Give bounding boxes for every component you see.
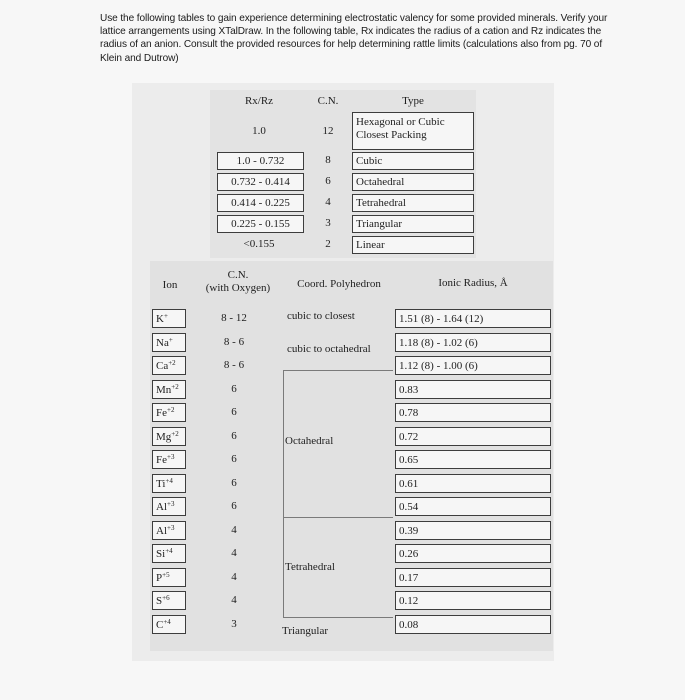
radius-cell: 0.17 xyxy=(395,568,551,587)
ion-charge: +4 xyxy=(163,617,171,626)
radius-cell: 0.83 xyxy=(395,380,551,399)
cn-cell: 4 xyxy=(231,523,237,536)
ion-cell xyxy=(152,474,186,493)
cn-cell: 6 xyxy=(231,476,237,489)
cn-header-line-2: (with Oxygen) xyxy=(205,282,271,294)
ratio-cell: <0.155 xyxy=(243,238,275,250)
ion-charge: +3 xyxy=(167,500,175,508)
polyhedron-cubic-closest: cubic to closest xyxy=(287,310,355,322)
cn-cell: 8 xyxy=(325,154,331,166)
type-cell: Triangular xyxy=(352,215,474,233)
cn-cell: 3 xyxy=(325,217,331,229)
cn-cell: 12 xyxy=(322,125,334,137)
ion-charge: +2 xyxy=(167,406,175,414)
ion-symbol: Na xyxy=(156,336,169,349)
cn-cell: 8 - 6 xyxy=(223,359,245,371)
ion-symbol: C xyxy=(156,618,164,631)
ratio-cell: 0.732 - 0.414 xyxy=(217,173,304,191)
ion-symbol: Al xyxy=(156,501,167,513)
radius-cell: 1.18 (8) - 1.02 (6) xyxy=(395,333,551,352)
cn-header-line-1: C.N. xyxy=(227,269,249,281)
polyhedron-header: Coord. Polyhedron xyxy=(297,278,381,290)
cn-cell: 6 xyxy=(231,382,237,395)
instructions-text: Use the following tables to gain experience determining electrostatic valency for some provided minerals. Verify your lattice arrangements using XTalDraw. In the following table, Rx indicates the radius of a cation and Rz indicates the radius of an anion. Consult the provided resources for help determining rattle limits (calculations also from pg. 70 of Klein and Dutrow) xyxy=(100,13,608,64)
radius-cell: 0.39 xyxy=(395,521,551,540)
cn-cell: 6 xyxy=(231,429,237,442)
group-divider xyxy=(283,370,393,371)
ion-symbol: P xyxy=(156,571,163,584)
ion-header: Ion xyxy=(162,279,178,291)
ratio-header: Rx/Rz xyxy=(244,95,274,107)
cn-cell: 8 - 12 xyxy=(221,312,247,324)
ion-symbol: Si xyxy=(156,548,166,560)
ion-cell xyxy=(152,356,186,375)
group-divider xyxy=(283,517,393,518)
ion-cell xyxy=(152,521,186,540)
polyhedron-tetrahedral: Tetrahedral xyxy=(285,561,335,573)
radius-cell: 0.12 xyxy=(395,591,551,610)
ratio-cell: 1.0 xyxy=(252,125,266,137)
ion-symbol: Mg xyxy=(156,430,172,443)
ion-charge: + xyxy=(163,312,168,320)
ion-symbol: Ti xyxy=(156,477,166,490)
ion-symbol: Al xyxy=(156,524,167,537)
ion-cell xyxy=(152,450,186,469)
ion-cell xyxy=(152,568,186,587)
radius-cell: 0.54 xyxy=(395,497,551,516)
cn-cell: 2 xyxy=(325,238,331,250)
ion-charge: +3 xyxy=(167,453,175,461)
group-divider xyxy=(283,370,284,618)
ratio-cell: 0.414 - 0.225 xyxy=(217,194,304,212)
radius-cell: 0.72 xyxy=(395,427,551,446)
radius-cell: 0.08 xyxy=(395,615,551,634)
ion-charge: +4 xyxy=(165,476,173,485)
ion-symbol: K xyxy=(156,313,164,325)
ion-cell xyxy=(152,309,186,328)
cn-cell: 4 xyxy=(231,570,237,583)
ion-symbol: Fe xyxy=(156,454,167,466)
ion-charge: +4 xyxy=(165,547,173,555)
radius-cell: 1.12 (8) - 1.00 (6) xyxy=(395,356,551,375)
ion-charge: +5 xyxy=(162,570,170,579)
type-cell: Tetrahedral xyxy=(352,194,474,212)
type-cell-closest-packing xyxy=(352,112,474,150)
radius-cell: 0.26 xyxy=(395,544,551,563)
ion-cell xyxy=(152,544,186,563)
ion-cell xyxy=(152,403,186,422)
cn-cell: 6 xyxy=(231,453,237,465)
radius-header: Ionic Radius, Å xyxy=(438,277,508,289)
polyhedron-octahedral: Octahedral xyxy=(285,435,334,447)
ion-symbol: Ca xyxy=(156,360,169,372)
type-line-1: Hexagonal or Cubic xyxy=(356,116,445,128)
type-cell: Cubic xyxy=(352,152,474,170)
ratio-cell: 1.0 - 0.732 xyxy=(217,152,304,170)
cn-cell: 6 xyxy=(231,406,237,418)
ion-symbol: Mn xyxy=(156,383,172,396)
radius-cell: 0.65 xyxy=(395,450,551,469)
cn-cell: 3 xyxy=(231,617,237,630)
polyhedron-cubic-octahedral: cubic to octahedral xyxy=(287,343,371,355)
type-line-2: Closest Packing xyxy=(356,129,427,141)
cn-cell: 8 - 6 xyxy=(223,335,245,348)
cn-oxygen-header xyxy=(195,269,281,295)
ion-cell xyxy=(152,333,186,352)
radius-cell: 0.61 xyxy=(395,474,551,493)
cn-header: C.N. xyxy=(317,95,339,107)
type-cell: Linear xyxy=(352,236,474,254)
ion-cell xyxy=(152,591,186,610)
ratio-cell: 0.225 - 0.155 xyxy=(217,215,304,233)
type-header: Type xyxy=(402,95,424,107)
ion-charge: +2 xyxy=(171,429,179,438)
ion-cell xyxy=(152,380,186,399)
radius-cell: 1.51 (8) - 1.64 (12) xyxy=(395,309,551,328)
group-divider xyxy=(283,617,393,618)
cn-cell: 4 xyxy=(231,594,237,606)
ion-symbol: S xyxy=(156,595,163,607)
ion-cell xyxy=(152,615,186,634)
cn-cell: 6 xyxy=(231,500,237,512)
ion-cell xyxy=(152,427,186,446)
ion-charge: +2 xyxy=(168,359,176,367)
ion-charge: + xyxy=(168,335,173,344)
ion-charge: +2 xyxy=(171,382,179,391)
ion-cell xyxy=(152,497,186,516)
radius-cell: 0.78 xyxy=(395,403,551,422)
cn-cell: 4 xyxy=(231,547,237,559)
ion-symbol: Fe xyxy=(156,407,167,419)
cn-cell: 6 xyxy=(325,175,331,187)
type-cell: Octahedral xyxy=(352,173,474,191)
ion-charge: +6 xyxy=(162,594,170,602)
cn-cell: 4 xyxy=(325,196,331,208)
polyhedron-triangular: Triangular xyxy=(282,625,329,637)
ion-charge: +3 xyxy=(167,523,175,532)
